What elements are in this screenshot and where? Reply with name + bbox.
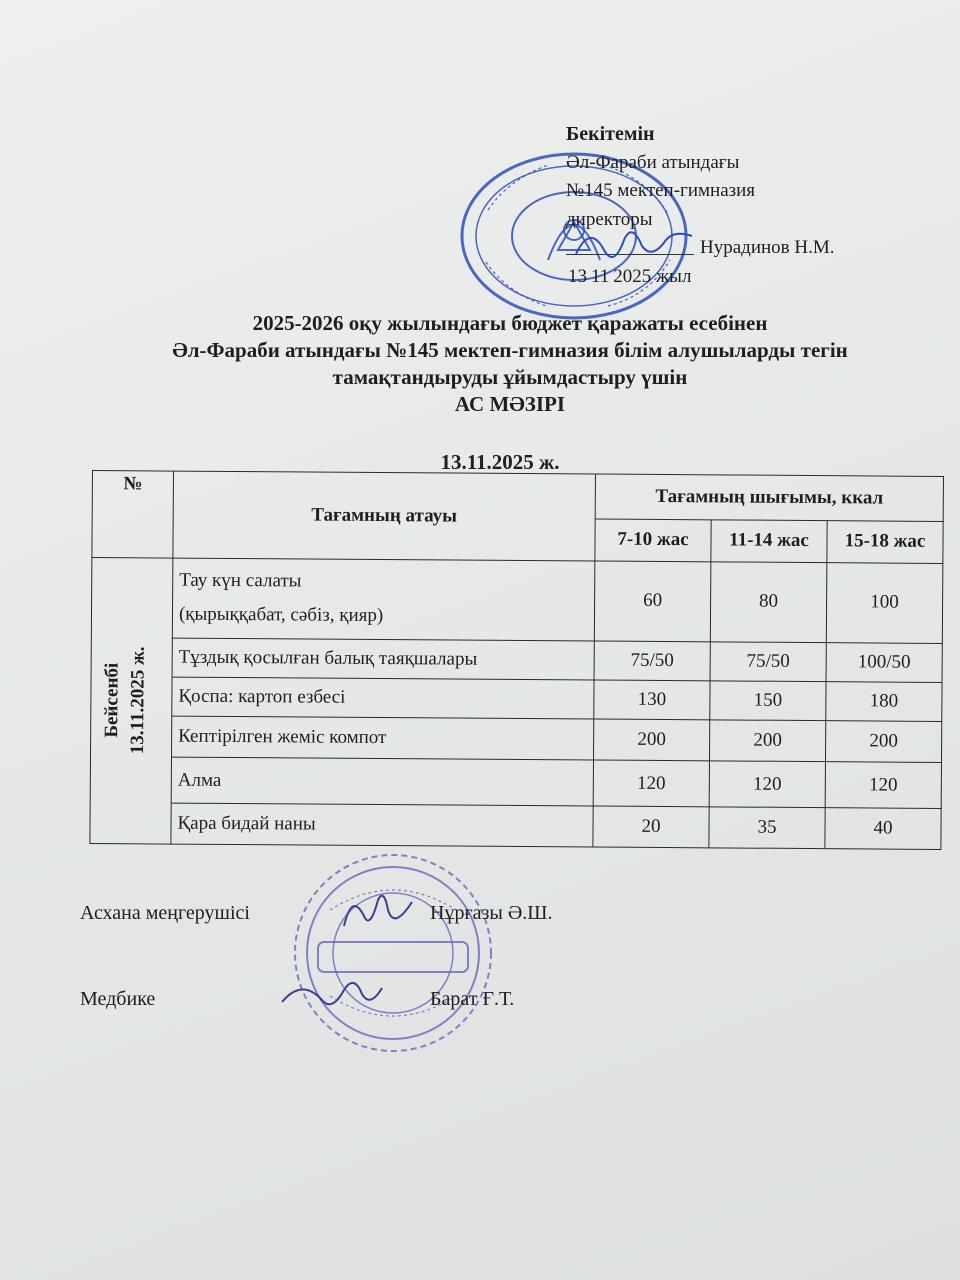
nurse-name: Барат Ғ.Т. (430, 988, 515, 1010)
value-age-2: 150 (710, 681, 826, 721)
value-age-2: 120 (709, 761, 825, 807)
header-yield: Тағамның шығымы, ккал (595, 474, 943, 522)
day-cell (90, 557, 173, 844)
table-row (90, 716, 941, 763)
dish-name: Тұздық қосылған балық таяқшалары (172, 638, 594, 680)
director-name: Нурадинов Н.М. (700, 237, 835, 258)
value-age-1: 60 (594, 561, 711, 642)
value-age-3: 180 (826, 682, 942, 722)
approval-line-3: директоры (566, 208, 653, 230)
dish-name (172, 558, 595, 641)
kitchen-head-name: Нұрғазы Ә.Ш. (430, 902, 553, 924)
value-age-3: 100/50 (826, 643, 942, 683)
heading-line-1: 2025-2026 оқу жылындағы бюджет қаражаты есебінен (252, 311, 768, 335)
value-age-1: 75/50 (594, 641, 710, 681)
dish-name: Қоспа: картоп езбесі (172, 677, 594, 719)
approval-line-2: №145 мектеп-гимназия (566, 180, 756, 201)
director-signature-blank (566, 234, 694, 255)
document-heading (70, 310, 950, 418)
value-age-1: 120 (593, 760, 709, 806)
kitchen-role: Асхана меңгерушісі (80, 902, 250, 924)
table-header-row (92, 471, 943, 522)
header-number: № (92, 471, 174, 558)
director-signature-line (566, 234, 906, 263)
day-label (99, 646, 152, 754)
table-row (90, 757, 941, 808)
value-age-2: 35 (709, 807, 825, 849)
dish-name: Алма (171, 757, 593, 805)
header-age-2: 11-14 жас (711, 520, 827, 562)
value-age-3: 120 (825, 762, 941, 808)
header-dish-name: Тағамның атауы (173, 471, 596, 560)
dish-name-line-2: (қырыққабат, сәбіз, қияр) (178, 603, 384, 627)
approval-date-month: 11 (591, 265, 610, 287)
kitchen-head-signature (338, 886, 418, 936)
approval-date-day: 13 (568, 265, 587, 287)
heading-line-2: Әл-Фараби атындағы №145 мектеп-гимназия білім алушыларды тегін (172, 338, 848, 362)
approval-title: Бекітемін (566, 123, 655, 145)
value-age-2: 80 (710, 561, 827, 642)
canteen-seal-stamp (290, 850, 496, 1056)
value-age-3: 100 (826, 562, 943, 643)
value-age-3: 40 (825, 807, 941, 849)
day-date: 13.11.2025 ж. (127, 646, 149, 755)
approval-date-year: 2025 жыл (613, 265, 692, 287)
value-age-1: 130 (594, 680, 710, 720)
approval-date (566, 263, 906, 292)
approval-block (566, 120, 906, 291)
table-row (91, 637, 942, 682)
value-age-1: 200 (593, 719, 709, 761)
nurse-role: Медбике (80, 988, 156, 1010)
table-row (90, 802, 941, 849)
menu-date: 13.11.2025 ж. (440, 450, 560, 474)
value-age-2: 200 (709, 720, 825, 762)
heading-line-3: тамақтандыруды ұйымдастыру үшін (332, 365, 688, 389)
table-row (91, 557, 943, 643)
menu-table (89, 470, 944, 850)
heading-line-4: АС МӘЗІРІ (454, 392, 566, 416)
header-age-1: 7-10 жас (595, 519, 711, 561)
day-name: Бейсенбі (101, 662, 123, 738)
value-age-1: 20 (593, 806, 709, 848)
value-age-2: 75/50 (710, 642, 826, 682)
dish-name-line-1: Тау күн салаты (179, 569, 302, 592)
header-age-3: 15-18 жас (827, 521, 943, 563)
value-age-3: 200 (825, 721, 941, 763)
dish-name: Қара бидай наны (171, 803, 593, 847)
dish-name: Кептірілген жеміс компот (171, 716, 593, 760)
table-row (91, 677, 942, 722)
nurse-signature (276, 976, 386, 1022)
approval-line-1: Әл-Фараби атындағы (566, 151, 740, 173)
